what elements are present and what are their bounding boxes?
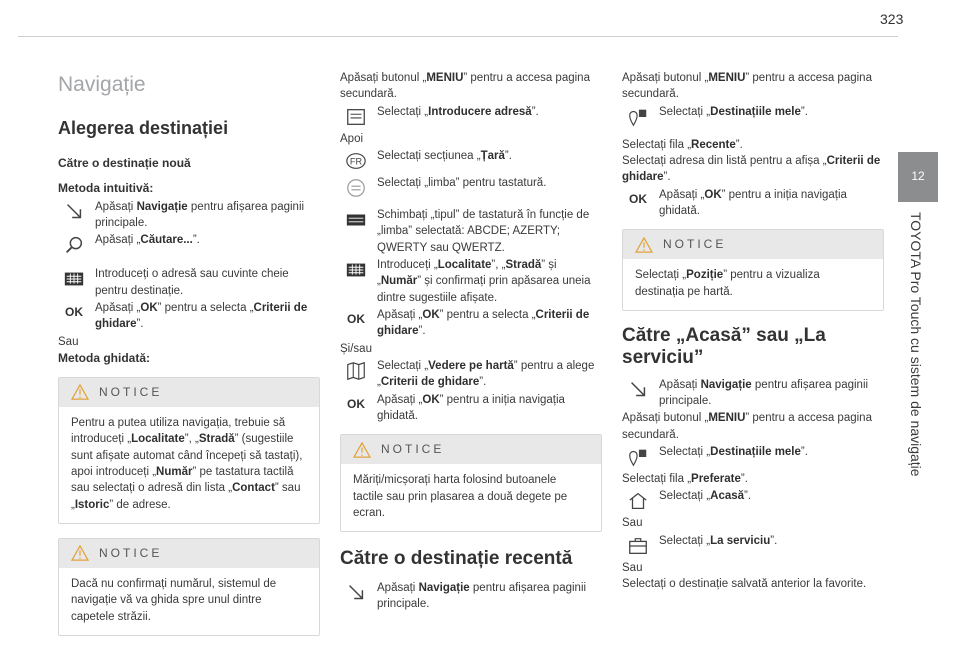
step-text: Selectați „Destinațiile mele”. xyxy=(659,105,808,118)
si-sau-label: Și/sau xyxy=(340,342,372,355)
step-text: Selectați „Acasă”. xyxy=(659,490,752,503)
step-ok xyxy=(58,300,320,333)
step-adresa-lista: Selectați adresa din listă pentru a afișa „Criterii de ghidare”. xyxy=(622,154,881,184)
keyboard-icon xyxy=(58,266,90,292)
step-localitate xyxy=(340,257,602,306)
notice-body: Selectați „Poziție” pentru a vizualiza destinația pe hartă. xyxy=(635,269,820,298)
step-text: Selectați „Vedere pe hartă” pentru a alege „Criterii de ghidare”. xyxy=(377,359,595,389)
step-text: Selectați secțiunea „Țară”. xyxy=(377,149,512,162)
sau-label-2: Sau xyxy=(622,561,643,574)
step-text: Selectați „Introducere adresă”. xyxy=(377,105,539,118)
heading-acasa: Către „Acasă” sau „La serviciu” xyxy=(622,324,826,368)
section-title: Navigație xyxy=(58,73,146,96)
address-card-icon xyxy=(340,104,372,130)
chapter-tab: 12 xyxy=(898,152,938,202)
step-navigatie xyxy=(58,199,320,232)
guided-label: Metoda ghidată: xyxy=(58,350,150,365)
top-rule xyxy=(18,36,898,37)
step-acasa xyxy=(622,488,884,514)
ok-icon: OK xyxy=(65,305,83,320)
fr-country-icon xyxy=(340,148,372,174)
notice-title: NOTICE xyxy=(99,545,163,560)
warning-triangle-icon xyxy=(71,384,89,400)
apoi-label: Apoi xyxy=(340,132,364,145)
notice-body: Pentru a putea utiliza navigația, trebuie să introduceți „Localitate”, „Stradă” (sugestiile sunt afișate automat când începeți să tastați), apoi introduceți „Număr” pe tastatura tactilă sau selectați o adresă din lista „Contact” sau „Istoric” de adrese. xyxy=(71,416,303,511)
step-ok-initia xyxy=(340,392,602,425)
notice-box-3 xyxy=(340,434,602,532)
warning-triangle-icon xyxy=(353,442,371,458)
step-text: Selectați „La serviciu”. xyxy=(659,534,778,547)
step-text: Apăsați Navigație pentru afișarea paginii principale. xyxy=(377,582,587,611)
column-1 xyxy=(58,70,320,650)
step-cautare xyxy=(58,232,320,258)
step-text: Apăsați „OK” pentru a iniția navigația ghidată. xyxy=(377,393,565,422)
notice-box-1 xyxy=(58,377,320,524)
step-preferate: Selectați fila „Preferate”. xyxy=(622,472,748,485)
step-text: Selectați „limba” pentru tastatură. xyxy=(377,176,547,189)
intro-meniu: Apăsați butonul „MENIU” pentru a accesa pagina secundară. xyxy=(622,72,872,101)
step-recente: Selectați fila „Recente”. xyxy=(622,138,743,151)
step-la-serviciu xyxy=(622,533,884,559)
intro-meniu: Apăsați butonul „MENIU” pentru a accesa pagina secundară. xyxy=(340,72,590,101)
notice-box-4 xyxy=(622,229,884,311)
step-introduceti xyxy=(58,266,320,299)
ok-icon: OK xyxy=(347,312,365,327)
step-text: Introduceți „Localitate”, „Stradă” și „Număr” și confirmați prin apăsarea uneia dintre sugestiile afișate. xyxy=(377,258,591,304)
svg-text:FR: FR xyxy=(349,156,363,167)
notice-body: Dacă nu confirmați numărul, sistemul de navigație vă va ghida spre unul dintre capetele străzii. xyxy=(71,577,277,623)
step-destinatiile-mele xyxy=(622,104,884,130)
sau-label: Sau xyxy=(58,335,79,348)
step-text: Apăsați „OK” pentru a selecta „Criterii de ghidare”. xyxy=(95,301,308,331)
intuitive-label: Metoda intuitivă: xyxy=(58,180,154,195)
step-text: Apăsați „OK” pentru a iniția navigația ghidată. xyxy=(659,188,847,217)
heading-recenta: Către o destinație recentă xyxy=(340,548,573,570)
notice-box-2 xyxy=(58,538,320,636)
step-tara xyxy=(340,148,602,174)
step-text: Schimbați „tipul” de tastatură în funcție de „limba” selectată: ABCDE; AZERTY; QWERTY sau QWERTZ. xyxy=(377,208,590,254)
language-icon xyxy=(340,175,372,201)
subheading-noua: Către o destinație nouă xyxy=(58,155,191,170)
step-ok-criterii xyxy=(340,307,602,340)
step-text: Apăsați „Căutare...”. xyxy=(95,234,200,247)
notice-body: Măriți/micșorați harta folosind butoanele tactile sau prin plasarea a două degete pe ecran. xyxy=(353,474,568,519)
warning-triangle-icon xyxy=(71,545,89,561)
map-icon xyxy=(340,358,372,384)
step-introducere-adresa xyxy=(340,104,602,130)
keyboard-icon xyxy=(340,257,372,283)
notice-title: NOTICE xyxy=(99,384,163,399)
heading-alegerea: Alegerea destinației xyxy=(58,117,229,138)
search-icon xyxy=(58,232,90,258)
step-destinatiile-mele-2 xyxy=(622,444,884,470)
warning-triangle-icon xyxy=(635,237,653,253)
destinations-icon xyxy=(622,104,654,130)
column-3 xyxy=(622,70,884,592)
notice-title: NOTICE xyxy=(663,237,727,252)
step-navigatie-acasa xyxy=(622,377,884,410)
step-meniu: Apăsați butonul „MENIU” pentru a accesa pagina secundară. xyxy=(622,412,872,441)
notice-head xyxy=(59,378,319,407)
step-navigatie-recent xyxy=(340,580,602,613)
sau-label: Sau xyxy=(622,517,643,530)
step-vedere-harta xyxy=(340,358,602,391)
work-icon xyxy=(622,533,654,559)
destinations-icon xyxy=(622,444,654,470)
notice-head xyxy=(59,539,319,568)
step-text: Apăsați Navigație pentru afișarea paginii principale. xyxy=(95,200,305,229)
step-ok-initia xyxy=(622,187,884,220)
notice-title: NOTICE xyxy=(381,442,445,457)
home-icon xyxy=(622,488,654,514)
ok-icon: OK xyxy=(629,192,647,207)
notice-head xyxy=(623,230,883,259)
step-favorite: Selectați o destinație salvată anterior la favorite. xyxy=(622,577,867,590)
ok-icon: OK xyxy=(347,397,365,412)
chapter-title-text: TOYOTA Pro Touch cu sistem de navigație xyxy=(908,212,924,477)
step-limba xyxy=(340,175,602,201)
step-text: Apăsați Navigație pentru afișarea paginii principale. xyxy=(659,378,869,407)
step-text: Introduceți o adresă sau cuvinte cheie pentru destinație. xyxy=(95,268,289,297)
navigation-arrow-icon xyxy=(622,377,654,403)
page-number: 323 xyxy=(880,11,904,27)
step-text: Apăsați „OK” pentru a selecta „Criterii de ghidare”. xyxy=(377,308,590,338)
navigation-arrow-icon xyxy=(340,580,372,606)
navigation-arrow-icon xyxy=(58,199,90,225)
step-text: Selectați „Destinațiile mele”. xyxy=(659,445,808,458)
notice-head xyxy=(341,435,601,464)
column-2 xyxy=(340,70,602,614)
chapter-title xyxy=(908,212,930,512)
step-tip-tastatura xyxy=(340,207,602,256)
keyboard-icon xyxy=(340,207,372,233)
